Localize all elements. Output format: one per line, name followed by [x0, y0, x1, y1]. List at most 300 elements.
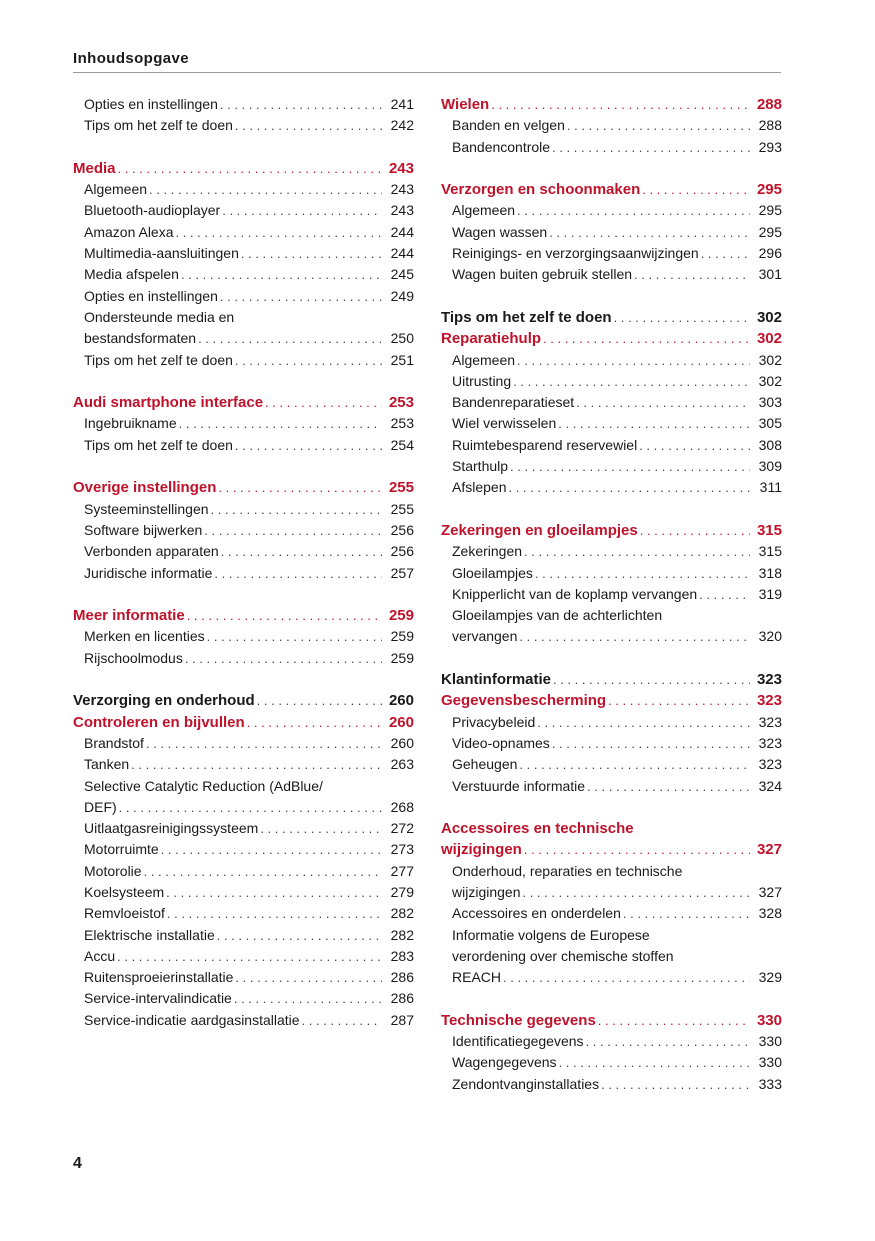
toc-entry-label: Service-indicatie aardgasinstallatie [84, 1011, 300, 1028]
toc-leader-dots [220, 94, 382, 115]
toc-chapter-heading[interactable] [73, 392, 414, 413]
toc-page-number: 301 [758, 266, 782, 283]
toc-entry[interactable] [441, 712, 782, 733]
toc-entry-label: Software bijwerken [84, 521, 203, 538]
toc-leader-dots [559, 1052, 750, 1073]
toc-page-number: 273 [390, 841, 414, 858]
toc-entry-label: Gegevensbescherming [441, 692, 607, 710]
toc-chapter-heading[interactable] [441, 839, 782, 860]
toc-entry[interactable] [441, 115, 782, 136]
toc-entry-label: Wiel verwisselen [452, 415, 557, 432]
toc-leader-dots [235, 435, 382, 456]
toc-page-number: 327 [758, 883, 782, 900]
toc-page-number: 263 [390, 756, 414, 773]
toc-leader-dots [257, 690, 382, 711]
toc-entry-label: Ingebruikname [84, 415, 177, 432]
toc-entry[interactable] [73, 925, 414, 946]
toc-entry-label: Zendontvanginstallaties [452, 1075, 600, 1092]
toc-leader-dots [302, 1010, 382, 1031]
toc-page-number: 242 [390, 117, 414, 134]
toc-entry-label: Privacybeleid [452, 713, 536, 730]
toc-leader-dots [179, 413, 382, 434]
toc-page-number: 288 [758, 117, 782, 134]
toc-entry-label: Zekeringen [452, 543, 523, 560]
toc-entry[interactable] [73, 882, 414, 903]
toc-entry[interactable] [441, 456, 782, 477]
toc-entry[interactable] [441, 541, 782, 562]
toc-leader-dots [144, 861, 382, 882]
toc-page-number: 282 [390, 905, 414, 922]
toc-spacer [441, 158, 782, 179]
toc-page-number: 295 [756, 181, 782, 199]
toc-entry[interactable] [73, 946, 414, 967]
toc-page-number: 282 [390, 926, 414, 943]
toc-page-number: 243 [388, 159, 414, 177]
toc-page-number: 330 [758, 1033, 782, 1050]
toc-leader-dots [149, 179, 382, 200]
toc-page-number: 260 [388, 713, 414, 731]
toc-entry[interactable] [73, 648, 414, 669]
toc-entry[interactable] [441, 882, 782, 903]
toc-leader-dots [701, 243, 750, 264]
toc-entry-label: Klantinformatie [441, 671, 552, 689]
toc-page-number: 315 [758, 543, 782, 560]
toc-entry[interactable] [441, 222, 782, 243]
toc-entry-label: Geheugen [452, 756, 518, 773]
toc-entry-label: Ondersteunde media en [84, 308, 235, 325]
toc-entry-label: Amazon Alexa [84, 223, 174, 240]
toc-leader-dots [519, 626, 750, 647]
toc-page-number: 305 [758, 415, 782, 432]
toc-chapter-heading[interactable] [73, 158, 414, 179]
toc-leader-dots [558, 413, 750, 434]
toc-leader-dots [117, 946, 382, 967]
toc-entry-label: Onderhoud, reparaties en technische [452, 862, 683, 879]
toc-leader-dots [552, 733, 750, 754]
toc-page-number: 329 [758, 969, 782, 986]
toc-entry-label: Ruitensproeierinstallatie [84, 969, 234, 986]
toc-page-number: 243 [390, 181, 414, 198]
toc-page-number: 302 [756, 330, 782, 348]
toc-entry[interactable] [73, 754, 414, 775]
toc-page-number: 293 [758, 138, 782, 155]
toc-entry-label: Opties en instellingen [84, 287, 218, 304]
toc-section-heading[interactable] [441, 307, 782, 328]
toc-page-number: 253 [388, 394, 414, 412]
toc-entry-label: Informatie volgens de Europese [452, 926, 650, 943]
toc-page-number: 260 [390, 734, 414, 751]
toc-page-number: 259 [390, 649, 414, 666]
toc-entry-label: Verbonden apparaten [84, 543, 219, 560]
toc-entry-label: Rijschoolmodus [84, 649, 183, 666]
toc-entry[interactable] [73, 499, 414, 520]
toc-entry[interactable] [73, 733, 414, 754]
toc-page-number: 330 [756, 1011, 782, 1029]
toc-entry[interactable] [73, 350, 414, 371]
toc-leader-dots [118, 158, 382, 179]
toc-entry-label: Meer informatie [73, 607, 185, 625]
toc-entry-label: Motorruimte [84, 841, 159, 858]
toc-entry[interactable] [441, 243, 782, 264]
toc-entry-label: Tips om het zelf te doen [84, 436, 233, 453]
toc-page-number: 256 [390, 521, 414, 538]
toc-entry-label: wijzigingen [452, 883, 521, 900]
toc-page-number: 295 [758, 223, 782, 240]
toc-entry[interactable] [73, 200, 414, 221]
toc-page-number: 323 [758, 713, 782, 730]
toc-entry[interactable] [441, 967, 782, 988]
toc-entry-label: Verzorgen en schoonmaken [441, 181, 641, 199]
toc-entry-label: Gloeilampjes van de achterlichten [452, 607, 663, 624]
toc-leader-dots [519, 754, 750, 775]
toc-leader-dots [185, 648, 382, 669]
toc-chapter-heading[interactable] [441, 520, 782, 541]
toc-leader-dots [614, 307, 750, 328]
toc-entry-label: REACH [452, 969, 502, 986]
toc-page-number: 309 [758, 458, 782, 475]
toc-entry-label: Accessoires en onderdelen [452, 905, 621, 922]
toc-page-number: 318 [758, 564, 782, 581]
toc-entry[interactable] [73, 520, 414, 541]
toc-page-number: 241 [390, 96, 414, 112]
toc-page-number: 272 [390, 820, 414, 837]
toc-entry[interactable] [73, 94, 414, 115]
toc-entry[interactable] [441, 626, 782, 647]
toc-page-number: 255 [390, 500, 414, 517]
toc-leader-dots [524, 541, 750, 562]
toc-entry[interactable] [73, 243, 414, 264]
toc-entry-label: Systeeminstellingen [84, 500, 209, 517]
toc-chapter-heading-continued[interactable] [441, 818, 782, 839]
toc-leader-dots [265, 392, 382, 413]
toc-page-number: 244 [390, 223, 414, 240]
toc-page-number: 302 [758, 372, 782, 389]
toc-entry-label: Ruimtebesparend reservewiel [452, 436, 638, 453]
toc-page-number: 308 [758, 436, 782, 453]
toc-entry[interactable] [441, 1052, 782, 1073]
toc-entry-label: Multimedia-aansluitingen [84, 245, 239, 262]
toc-chapter-heading[interactable] [441, 328, 782, 349]
toc-entry[interactable] [73, 903, 414, 924]
toc-leader-dots [187, 605, 382, 626]
toc-entry-continued[interactable] [73, 307, 414, 328]
toc-page-number: 255 [388, 479, 414, 497]
toc-chapter-heading[interactable] [73, 712, 414, 733]
toc-page-number: 260 [388, 692, 414, 710]
toc-section-heading[interactable] [73, 690, 414, 711]
toc-entry[interactable] [73, 413, 414, 434]
toc-entry-label: Verstuurde informatie [452, 777, 586, 794]
toc-entry-label: Elektrische installatie [84, 926, 215, 943]
toc-leader-dots [639, 435, 750, 456]
toc-entry-label: Tips om het zelf te doen [84, 117, 233, 134]
toc-leader-dots [576, 392, 750, 413]
toc-leader-dots [218, 477, 382, 498]
toc-page-number: 254 [390, 436, 414, 453]
toc-leader-dots [601, 1074, 750, 1095]
toc-leader-dots [553, 669, 750, 690]
toc-entry-label: Technische gegevens [441, 1011, 596, 1029]
toc-page-number: 243 [390, 202, 414, 219]
toc-section-heading[interactable] [441, 669, 782, 690]
toc-leader-dots [161, 839, 382, 860]
toc-leader-dots [260, 818, 382, 839]
toc-page-number: 286 [390, 990, 414, 1007]
toc-entry-label: Media afspelen [84, 266, 179, 283]
toc-leader-dots [608, 690, 750, 711]
toc-entry[interactable] [73, 222, 414, 243]
toc-chapter-heading[interactable] [441, 1010, 782, 1031]
toc-leader-dots [491, 94, 750, 115]
toc-page-number: 287 [390, 1011, 414, 1028]
toc-entry-label: verordening over chemische stoffen [452, 947, 674, 964]
toc-page-number: 283 [390, 947, 414, 964]
toc-leader-dots [146, 733, 382, 754]
toc-entry[interactable] [441, 1074, 782, 1095]
toc-entry[interactable] [73, 839, 414, 860]
toc-page-number: 288 [756, 96, 782, 113]
toc-leader-dots [166, 882, 382, 903]
toc-entry[interactable] [73, 179, 414, 200]
toc-page-number: 259 [388, 607, 414, 625]
toc-leader-dots [517, 200, 750, 221]
toc-leader-dots [503, 967, 750, 988]
toc-leader-dots [634, 264, 750, 285]
toc-page-number: 327 [756, 841, 782, 859]
toc-leader-dots [586, 1031, 750, 1052]
toc-page-number: 330 [758, 1054, 782, 1071]
toc-spacer [73, 669, 414, 690]
toc-entry[interactable] [441, 733, 782, 754]
toc-entry-label: Koelsysteem [84, 883, 165, 900]
toc-leader-dots [181, 264, 382, 285]
toc-entry[interactable] [73, 861, 414, 882]
toc-chapter-heading[interactable] [73, 605, 414, 626]
toc-entry[interactable] [73, 328, 414, 349]
toc-entry[interactable] [441, 903, 782, 924]
toc-entry-label: Accessoires en technische [441, 820, 634, 838]
toc-entry-label: Service-intervalindicatie [84, 990, 232, 1007]
page-number: 4 [73, 1155, 82, 1172]
toc-entry-label: Uitlaatgasreinigingssysteem [84, 820, 259, 837]
toc-leader-dots [214, 563, 382, 584]
toc-spacer [73, 137, 414, 158]
toc-leader-dots [535, 563, 750, 584]
toc-entry-label: Remvloeistof [84, 905, 165, 922]
toc-chapter-heading[interactable] [441, 179, 782, 200]
toc-spacer [441, 648, 782, 669]
toc-entry-continued[interactable] [441, 925, 782, 946]
toc-entry-continued[interactable] [441, 946, 782, 967]
toc-entry-label: Algemeen [452, 351, 516, 368]
toc-entry[interactable] [441, 563, 782, 584]
toc-entry[interactable] [73, 967, 414, 988]
toc-entry[interactable] [441, 1031, 782, 1052]
toc-entry-label: Audi smartphone interface [73, 394, 264, 412]
toc-entry[interactable] [73, 435, 414, 456]
toc-page-number: 323 [756, 692, 782, 710]
toc-leader-dots [549, 222, 750, 243]
toc-entry[interactable] [441, 435, 782, 456]
toc-entry-label: Gloeilampjes [452, 564, 533, 581]
toc-leader-dots [204, 520, 382, 541]
toc-leader-dots [524, 839, 750, 860]
toc-page-number: 256 [390, 543, 414, 560]
toc-spacer [441, 499, 782, 520]
page-header [73, 50, 781, 73]
toc-entry-continued[interactable] [73, 776, 414, 797]
toc-leader-dots [640, 520, 750, 541]
toc-spacer [73, 584, 414, 605]
toc-entry-label: vervangen [452, 628, 518, 645]
toc-entry-label: Accu [84, 947, 116, 964]
toc-leader-dots [522, 882, 750, 903]
toc-entry[interactable] [73, 626, 414, 647]
toc-entry-label: Merken en licenties [84, 628, 205, 645]
toc-leader-dots [167, 903, 382, 924]
toc-entry-label: Starthulp [452, 458, 509, 475]
toc-entry-label: Uitrusting [452, 372, 512, 389]
toc-page-number: 323 [758, 756, 782, 773]
toc-leader-dots [235, 115, 382, 136]
toc-entry[interactable] [441, 776, 782, 797]
toc-page-number: 286 [390, 969, 414, 986]
toc-spacer [441, 988, 782, 1009]
toc-entry-label: Bandenreparatieset [452, 394, 575, 411]
toc-page-number: 315 [756, 521, 782, 539]
toc-entry-label: Tips om het zelf te doen [84, 351, 233, 368]
toc-page-number: 302 [756, 308, 782, 326]
toc-entry[interactable] [441, 264, 782, 285]
toc-entry[interactable] [441, 754, 782, 775]
toc-spacer [441, 286, 782, 307]
toc-entry[interactable] [73, 797, 414, 818]
toc-page-number: 268 [390, 798, 414, 815]
toc-entry-label: Algemeen [452, 202, 516, 219]
toc-leader-dots [235, 967, 382, 988]
toc-entry-label: Afslepen [452, 479, 507, 496]
toc-spacer [73, 371, 414, 392]
toc-leader-dots [211, 499, 382, 520]
toc-entry-label: Brandstof [84, 734, 144, 751]
toc-page-number: 277 [390, 862, 414, 879]
toc-page-number: 259 [390, 628, 414, 645]
toc-entry[interactable] [441, 200, 782, 221]
toc-entry-label: Algemeen [84, 181, 148, 198]
toc-leader-dots [508, 477, 750, 498]
page-title: Inhoudsopgave [73, 50, 190, 67]
toc-entry-label: bestandsformaten [84, 330, 197, 347]
toc-entry-label: Zekeringen en gloeilampjes [441, 521, 638, 539]
toc-page-number: 257 [390, 564, 414, 581]
toc-leader-dots [198, 328, 382, 349]
toc-page-number: 324 [758, 777, 782, 794]
toc-entry[interactable] [441, 350, 782, 371]
toc-entry-label: Video-opnames [452, 734, 550, 751]
toc-entry[interactable] [73, 286, 414, 307]
toc-leader-dots [221, 541, 382, 562]
toc-entry[interactable] [441, 371, 782, 392]
toc-entry-label: Reinigings- en verzorgingsaanwijzingen [452, 245, 699, 262]
toc-spacer [441, 797, 782, 818]
toc-entry-continued[interactable] [441, 861, 782, 882]
toc-leader-dots [513, 371, 750, 392]
toc-spacer [73, 456, 414, 477]
toc-leader-dots [235, 350, 382, 371]
toc-entry-label: Identificatiegegevens [452, 1033, 584, 1050]
toc-entry-label: Wagen buiten gebruik stellen [452, 266, 633, 283]
toc-entry[interactable] [73, 988, 414, 1009]
toc-page-number: 323 [758, 734, 782, 751]
toc-entry-label: Selective Catalytic Reduction (AdBlue/ [84, 777, 323, 794]
toc-page-number: 296 [758, 245, 782, 262]
toc-leader-dots [241, 243, 382, 264]
toc-entry[interactable] [441, 137, 782, 158]
toc-entry-label: Juridische informatie [84, 564, 213, 581]
toc-entry[interactable] [441, 413, 782, 434]
toc-page-number: 249 [390, 287, 414, 304]
toc-entry[interactable] [73, 818, 414, 839]
toc-page-number: 323 [756, 671, 782, 689]
toc-entry-label: Verzorging en onderhoud [73, 692, 255, 710]
toc-entry-label: Opties en instellingen [84, 96, 218, 112]
toc-entry-label: DEF) [84, 798, 117, 815]
toc-entry-continued[interactable] [441, 605, 782, 626]
toc-page-number: 250 [390, 330, 414, 347]
toc-page-number: 333 [758, 1075, 782, 1092]
toc-leader-dots [234, 988, 382, 1009]
toc-page-number: 303 [758, 394, 782, 411]
toc-chapter-heading[interactable] [441, 690, 782, 711]
toc-entry-label: Overige instellingen [73, 479, 217, 497]
toc-page-number: 328 [758, 905, 782, 922]
toc-entry[interactable] [73, 541, 414, 562]
toc-entry-label: Bluetooth-audioplayer [84, 202, 221, 219]
toc-entry-label: Wagen wassen [452, 223, 548, 240]
toc-entry[interactable] [73, 1010, 414, 1031]
toc-leader-dots [220, 286, 382, 307]
toc-chapter-heading[interactable] [441, 94, 782, 115]
toc-leader-dots [587, 776, 750, 797]
toc-entry[interactable] [441, 392, 782, 413]
toc-leader-dots [222, 200, 382, 221]
toc-entry[interactable] [73, 563, 414, 584]
toc-leader-dots [623, 903, 750, 924]
toc-entry-label: Motorolie [84, 862, 142, 879]
toc-entry[interactable] [73, 115, 414, 136]
toc-page-number: 244 [390, 245, 414, 262]
toc-page-number: 251 [390, 351, 414, 368]
toc-page-number: 319 [758, 585, 782, 602]
toc-page-number: 253 [390, 415, 414, 432]
toc-leader-dots [543, 328, 750, 349]
toc-column-left [73, 94, 414, 1031]
toc-entry[interactable] [441, 584, 782, 605]
toc-entry-label: wijzigingen [441, 841, 522, 859]
toc-leader-dots [598, 1010, 750, 1031]
toc-column-right [441, 94, 782, 1095]
toc-page-number: 320 [758, 628, 782, 645]
toc-entry[interactable] [73, 264, 414, 285]
toc-page-number: 302 [758, 351, 782, 368]
toc-chapter-heading[interactable] [73, 477, 414, 498]
toc-leader-dots [567, 115, 750, 136]
toc-leader-dots [119, 797, 382, 818]
toc-entry[interactable] [441, 477, 782, 498]
toc-entry-label: Controleren en bijvullen [73, 713, 245, 731]
toc-leader-dots [642, 179, 750, 200]
toc-leader-dots [131, 754, 382, 775]
